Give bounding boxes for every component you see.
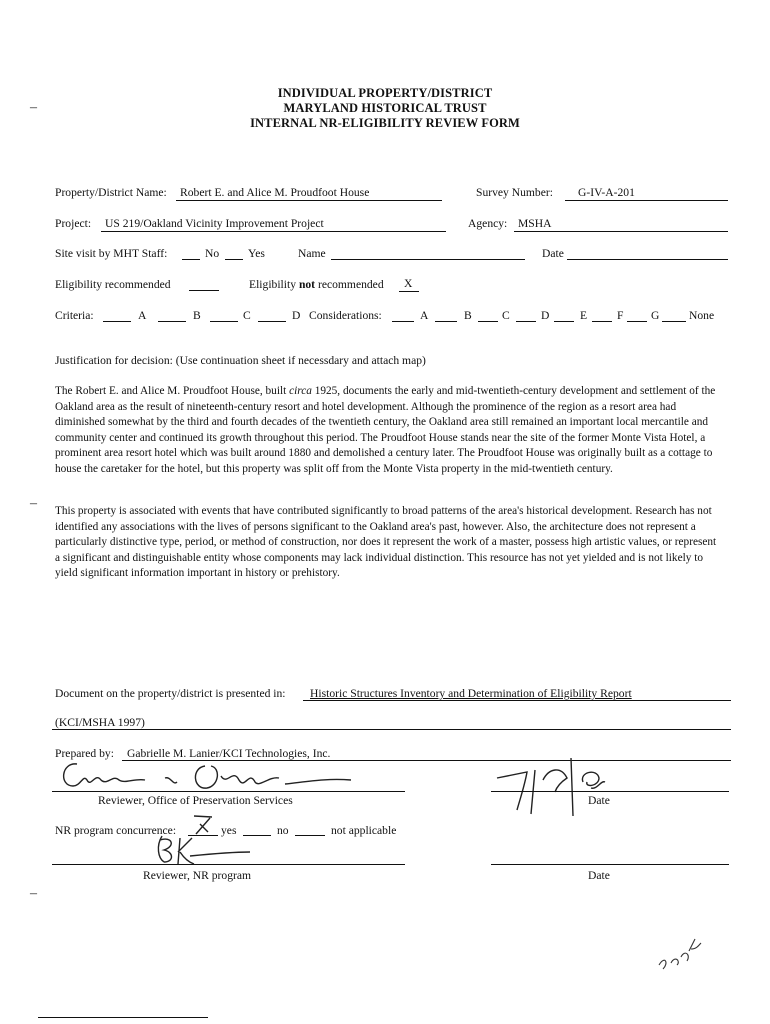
document-value-cont[interactable]: (KCI/MSHA 1997) <box>55 716 145 729</box>
criteria-label: Criteria: <box>55 309 94 322</box>
nr-reviewer-caption: Reviewer, NR program <box>143 869 252 882</box>
consideration-b: B <box>464 309 472 322</box>
reviewer-date-caption: Date <box>588 794 610 807</box>
survey-number-line <box>565 200 728 201</box>
criteria-b-blank[interactable] <box>158 321 186 322</box>
nr-no-label: no <box>277 824 289 837</box>
nr-date-line <box>491 864 729 865</box>
criteria-b: B <box>193 309 201 322</box>
survey-label: Survey Number: <box>476 186 553 199</box>
title-line-2: MARYLAND HISTORICAL TRUST <box>283 101 487 115</box>
justification-paragraph-1 <box>55 384 720 477</box>
property-name-value[interactable]: Robert E. and Alice M. Proudfoot House <box>180 186 370 199</box>
criteria-a-blank[interactable] <box>103 321 131 322</box>
eligibility-recommended-label: Eligibility recommended <box>55 278 171 291</box>
site-visit-no-blank[interactable] <box>182 259 200 260</box>
not-word: not <box>298 278 316 291</box>
eligibility-not-recommended-mark[interactable]: X <box>404 277 413 290</box>
title-line-3: INTERNAL NR-ELIGIBILITY REVIEW FORM <box>250 116 520 130</box>
handwritten-initials <box>655 935 705 975</box>
property-label: Property/District Name: <box>55 186 167 199</box>
consideration-d: D <box>541 309 550 322</box>
nr-yes-label: yes <box>221 824 237 837</box>
eligibility-not-recommended-blank <box>399 291 419 292</box>
margin-mark: – <box>30 100 37 115</box>
handwritten-date <box>487 752 637 817</box>
property-name-line <box>176 200 442 201</box>
para1-start: The Robert E. and Alice M. Proudfoot House, built <box>55 385 287 397</box>
reviewer-date-line <box>491 791 729 792</box>
document-value[interactable]: Historic Structures Inventory and Determination of Eligibility Report <box>310 687 632 700</box>
nr-na-blank[interactable] <box>295 835 325 836</box>
consideration-e: E <box>580 309 588 322</box>
consideration-a-blank[interactable] <box>392 321 414 322</box>
criteria-d: D <box>292 309 301 322</box>
consideration-c: C <box>502 309 510 322</box>
margin-mark: – <box>30 886 37 901</box>
agency-label: Agency: <box>468 217 508 230</box>
footer-rule <box>38 1017 208 1018</box>
site-visit-yes-label: Yes <box>248 247 265 260</box>
nr-date-caption: Date <box>588 869 610 882</box>
criteria-c-blank[interactable] <box>210 321 238 322</box>
document-line <box>303 700 731 701</box>
staff-name-line[interactable] <box>331 259 525 260</box>
document-label: Document on the property/district is presented in: <box>55 687 286 700</box>
document-line-2 <box>52 729 731 730</box>
project-label: Project: <box>55 217 92 230</box>
para1-circa: circa <box>289 385 312 397</box>
eligibility-not-recommended-label <box>249 278 384 291</box>
consideration-none: None <box>689 309 715 322</box>
consideration-c-blank[interactable] <box>478 321 498 322</box>
criteria-d-blank[interactable] <box>258 321 286 322</box>
eligibility-recommended-blank[interactable] <box>189 290 219 291</box>
reviewer-signature-line <box>52 791 405 792</box>
reviewer-caption: Reviewer, Office of Preservation Services <box>98 794 293 807</box>
staff-name-label: Name <box>298 247 326 260</box>
margin-mark: – <box>30 496 37 511</box>
reviewer-signature <box>55 756 355 796</box>
prepared-value[interactable]: Gabrielle M. Lanier/KCI Technologies, Inc. <box>127 747 331 760</box>
project-value[interactable]: US 219/Oakland Vicinity Improvement Project <box>105 217 324 230</box>
nr-reviewer-signature <box>150 832 260 868</box>
form-title <box>0 86 770 131</box>
consideration-f: F <box>617 309 624 322</box>
consideration-f-blank[interactable] <box>592 321 612 322</box>
nr-reviewer-signature-line <box>52 864 405 865</box>
agency-line <box>514 231 728 232</box>
consideration-e-blank[interactable] <box>554 321 574 322</box>
agency-value[interactable]: MSHA <box>518 217 552 230</box>
site-visit-label: Site visit by MHT Staff: <box>55 247 168 260</box>
nr-concurrence-label: NR program concurrence: <box>55 824 177 837</box>
justification-heading: Justification for decision: (Use continuation sheet if necessdary and attach map) <box>55 354 426 367</box>
justification-paragraph-2: This property is associated with events that have contributed significantly to broad patterns of the area's historical development. Research has not identified any associations with the lives of persons significant to the Oakland area's past, however. Also, the architecture does not represent a particularly distinctive type, period, or method of construction, nor does it represent the work of a master, possess high artistic values, or represent a significant and distinguishable entity whose components may lack individual distinction. This resource has not yet yielded and is not likely to yield significant information important in history or prehistory. <box>55 505 717 579</box>
para1-rest: 1925, documents the early and mid-twentieth-century development and settlement of the Oakland area as the result of nineteenth-century resort and hotel development. Although the prominence of the region as a resort area had diminished somewhat by the third and fourth decades of the twentieth century, the Oakland area still remained an important local mercantile and community center and continued its growth throughout this period. The Proudfoot House stands near the site of the former Monte Vista Hotel, a prominent area resort hotel which was built around 1880 and demolished a century later. The Proudfoot House was originally built as a cottage to house the caretaker for the hotel, but this property was split off from the Monte Vista property in the mid-twentieth century. <box>55 385 716 475</box>
title-line-1: INDIVIDUAL PROPERTY/DISTRICT <box>277 86 493 100</box>
visit-date-label: Date <box>542 247 564 260</box>
site-visit-no-label: No <box>205 247 220 260</box>
consideration-d-blank[interactable] <box>516 321 536 322</box>
site-visit-yes-blank[interactable] <box>225 259 243 260</box>
consideration-none-blank[interactable] <box>662 321 686 322</box>
consideration-b-blank[interactable] <box>435 321 457 322</box>
recommended-word: recommended <box>317 278 384 291</box>
considerations-label: Considerations: <box>309 309 382 322</box>
nr-na-label: not applicable <box>331 824 397 837</box>
consideration-g: G <box>651 309 660 322</box>
criteria-c: C <box>243 309 251 322</box>
criteria-a: A <box>138 309 147 322</box>
prepared-label: Prepared by: <box>55 747 114 760</box>
consideration-a: A <box>420 309 429 322</box>
survey-number-value[interactable]: G-IV-A-201 <box>578 186 635 199</box>
visit-date-line[interactable] <box>567 259 728 260</box>
project-line <box>101 231 446 232</box>
eligibility-word: Eligibility <box>249 278 297 291</box>
consideration-g-blank[interactable] <box>627 321 647 322</box>
